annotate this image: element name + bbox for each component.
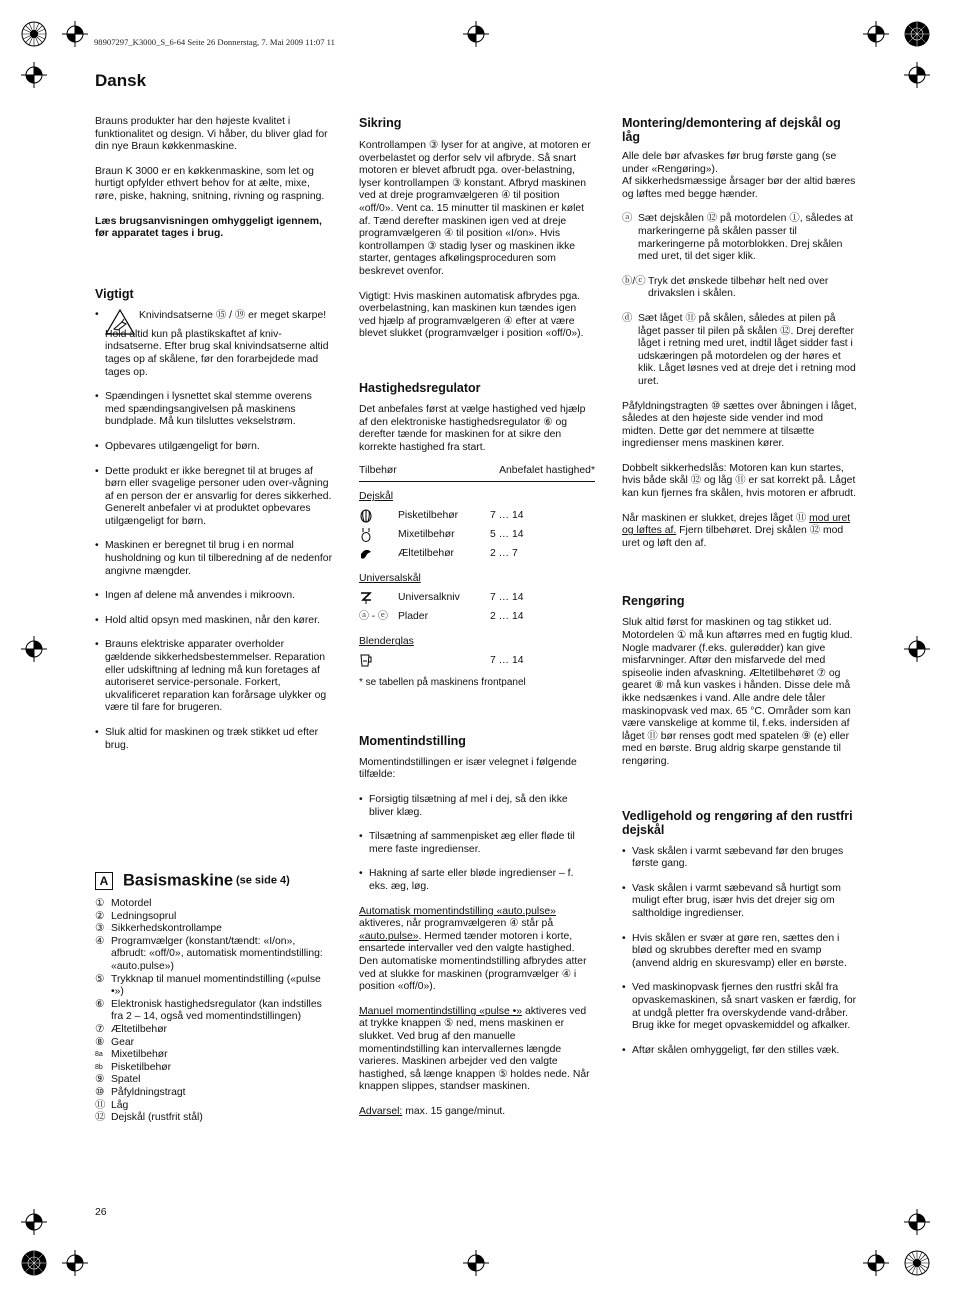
list-item: ⑨ Spatel bbox=[95, 1074, 141, 1086]
list-item: ⑪ Låg bbox=[95, 1099, 129, 1111]
basismaskine-section bbox=[95, 872, 333, 1125]
list-item: • Ingen af delene må anvendes i mikroovn. bbox=[95, 590, 333, 603]
list-item: ⑦ Æltetilbehør bbox=[95, 1023, 168, 1035]
discs-icon: ⓐ - ⓔ bbox=[359, 611, 388, 623]
crosshair-mark-top-middle bbox=[463, 21, 489, 47]
table-group-row bbox=[359, 570, 595, 589]
sikring-paragraph-2: Vigtigt: Hvis maskinen automatisk afbrydes pga. overbelastning, kan maskinen kun tændes igen ved hjælp af programvælgeren ④ efter at være blevet slukket (programvælger i position «off/0»). bbox=[359, 290, 584, 340]
list-item: • Tilsætning af sammenpisket æg eller fløde til mere faste ingredienser. bbox=[359, 831, 595, 856]
intro-paragraph-2: Braun K 3000 er en køkkenmaskine, som let og hurtigt opfylder ethvert behov for at ælte, mixe, røre, piske, hakning, snitning, rivning og raspning. bbox=[95, 165, 325, 202]
section-title-vigtigt: Vigtigt bbox=[95, 286, 134, 301]
print-header-info: 98907297_K3000_S_6-64 Seite 26 Donnerstag, 7. Mai 2009 11:07 11 bbox=[94, 37, 335, 47]
section-title-montering: Montering/demontering af dejskål og låg bbox=[622, 116, 841, 144]
warning-paragraph: Advarsel: max. 15 gange/minut. bbox=[359, 1105, 506, 1117]
crosshair-mark-left-middle bbox=[21, 636, 47, 662]
list-item: • Vask skålen i varmt sæbevand før den bruges første gang. bbox=[622, 846, 858, 871]
parts-list bbox=[95, 898, 333, 1125]
kneading-hook-icon bbox=[359, 545, 398, 564]
crosshair-mark-bottom-left bbox=[62, 1250, 88, 1276]
crosshair-mark-left-top bbox=[21, 62, 47, 88]
list-item: ④ Programvælger (konstant/tændt: «I/on», afbrudt: «off/0», automatisk momentindstilling: «auto.pulse») bbox=[95, 935, 323, 972]
column-middle bbox=[359, 116, 595, 1131]
basismaskine-title: Basismaskine bbox=[123, 871, 234, 890]
vedligehold-list bbox=[622, 846, 858, 1058]
list-item: • Hvis skålen er svær at gøre ren, sættes den i blød og skrubbes derefter med en svamp (anvend aldrig en skuresvamp) eller en børste. bbox=[622, 933, 858, 971]
step-b-c: ⓑ/ⓒ Tryk det ønskede tilbehør helt ned over drivakslen i skålen. bbox=[622, 275, 829, 300]
table-row: 7 … 14 bbox=[359, 652, 595, 671]
table-header-accessory: Tilbehør bbox=[359, 465, 397, 477]
list-item: • Spændingen i lysnettet skal stemme overens med spændingsangivelsen på maskinens bundplade. Må kun tilsluttes vekselstrøm. bbox=[95, 391, 333, 429]
list-item: ⑫ Dejskål (rustfrit stål) bbox=[95, 1112, 203, 1124]
table-row: Universalkniv 7 … 14 bbox=[359, 589, 595, 608]
registration-mark-bottom-left-outer bbox=[21, 1250, 47, 1276]
crosshair-mark-bottom-middle bbox=[463, 1250, 489, 1276]
section-title-vedligehold: Vedligehold og rengøring af den rustfri dejskål bbox=[622, 808, 853, 837]
speed-table bbox=[359, 462, 595, 671]
list-item: • Dette produkt er ikke beregnet til at bruges af børn eller svagelige personer uden over-vågning af en person der er ansvarlig for deres sikkerhed. Generelt anbefaler vi at produktet opbevares utilgængeligt for børn. bbox=[95, 466, 333, 529]
list-item: ⑤ Trykknap til manuel momentindstilling («pulse •») bbox=[95, 973, 321, 998]
crosshair-mark-top-left bbox=[62, 21, 88, 47]
table-row: Mixetilbehør 5 … 14 bbox=[359, 526, 595, 545]
blender-jug-icon bbox=[359, 652, 398, 671]
hastighed-paragraph: Det anbefales først at vælge hastighed ved hjælp af den elektroniske hastighedsregulator ⑥ og derefter tænde for maskinen for at sikre den korrekte hastighed fra start. bbox=[359, 403, 586, 453]
list-item: ③ Sikkerhedskontrollampe bbox=[95, 923, 222, 935]
table-row: Pisketilbehør 7 … 14 bbox=[359, 507, 595, 526]
registration-mark-bottom-right-outer bbox=[904, 1250, 930, 1276]
universal-knife-icon bbox=[359, 589, 398, 608]
manual-pulse-paragraph: Manuel momentindstilling «pulse •» aktiveres ved at trykke knappen ⑤ ned, mens maskinen er slukket. Ved brug af den manuelle momentindstilling kan intervallernes længde varieres. Maskinen arbejder ved den valgte hastighed, så længe knappen ⑤ holdes nede. Når knappen slippes, standser maskinen. bbox=[359, 1005, 590, 1093]
section-title-hastighedsregulator: Hastighedsregulator bbox=[359, 380, 481, 395]
basismaskine-page-ref: (se side 4) bbox=[235, 874, 290, 887]
list-item: ② Ledningsoprul bbox=[95, 910, 177, 922]
table-row: Æltetilbehør 2 … 7 bbox=[359, 545, 595, 564]
rengoring-paragraph: Sluk altid først for maskinen og tag stikket ud. Motordelen ① må kun aftørres med en fugtig klud. Nogle madvarer (f.eks. gulerødder) kan give misfarvninger. Aftør den misfarvede del med spiseolie inden afvaskning. Æltetilbehøret ⑦ og gearet ⑧ må kun vaskes i hånden. Disse dele må ikke nedsænkes i vand. Alle andre dele tåler maskinopvask ved max. 65 °C. Områder som kan være vanskelige at komme til, f.eks. indersiden af låget ⑪ bør renses godt med spatelen ⑨ (e) eller med en børste. Brug aldrig skarpe genstande til rengøring. bbox=[622, 617, 853, 767]
table-group-row bbox=[359, 488, 595, 507]
table-footnote: * se tabellen på maskinens frontpanel bbox=[359, 677, 526, 689]
mixer-icon bbox=[359, 526, 398, 545]
basismaskine-heading bbox=[95, 872, 333, 890]
figure-label-box: A bbox=[95, 872, 113, 890]
section-title-momentindstilling: Momentindstilling bbox=[359, 733, 466, 748]
whisk-icon bbox=[359, 507, 398, 526]
column-right bbox=[622, 116, 858, 1069]
list-item: ⑥ Elektronisk hastighedsregulator (kan indstilles fra 2 – 14, også ved momentindstillingen) bbox=[95, 998, 322, 1023]
list-item: • Vask skålen i varmt sæbevand så hurtigt som muligt efter brug, især hvis det drejer sig om saltholdige ingredienser. bbox=[622, 883, 858, 921]
crosshair-mark-top-right bbox=[863, 21, 889, 47]
list-item: • Ved maskinopvask fjernes den rustfri skål fra opvaskemaskinen, så snart vasken er færdig, for at undgå pletter fra overskydende vand-dråber. Brug ikke for meget opvaskemiddel og afkalker. bbox=[622, 982, 858, 1032]
table-group-row bbox=[359, 633, 595, 652]
auto-pulse-paragraph: Automatisk momentindstilling «auto.pulse» aktiveres, når programvælgeren ④ står på «auto.pulse». Hermed tænder motoren i korte, ensartede intervaller ved den valgte hastighed. Den automatiske momentindstilling afbrydes atter ved at slukke for maskinen (programvælger ④ i position «off/0»). bbox=[359, 905, 587, 993]
table-row: ⓐ - ⓔ Plader 2 … 14 bbox=[359, 608, 595, 627]
moment-paragraph: Momentindstillingen er især velegnet i følgende tilfælde: bbox=[359, 756, 577, 781]
moment-list bbox=[359, 794, 595, 894]
step-a: ⓐ Sæt dejskålen ⑫ på motordelen ①, således at markeringerne på skålen passer til markeringerne på motorblokken. Drej skålen med uret, til det siger klik. bbox=[622, 213, 853, 263]
column-left bbox=[95, 116, 333, 764]
list-item: • Maskinen er beregnet til brug i en normal husholdning og kun til tilberedning af de nedenfor angivne mængder. bbox=[95, 540, 333, 578]
registration-mark-top-left-outer bbox=[21, 21, 47, 47]
list-item: ⑧ Gear bbox=[95, 1036, 135, 1048]
knife-warning-text: • Knivindsatserne ⑮ / ⑲ er meget skarpe! bbox=[139, 309, 327, 321]
list-item: 8b Pisketilbehør bbox=[95, 1061, 172, 1073]
intro-paragraph-1: Brauns produkter har den højeste kvalitet i funktionalitet og design. Vi håber, du bliver glad for din nye Braun køkkenmaskine. bbox=[95, 116, 328, 153]
group-blenderglas: Blenderglas bbox=[359, 636, 414, 648]
list-item: • Hold altid opsyn med maskinen, når den kører. bbox=[95, 615, 333, 628]
registration-mark-top-right-outer bbox=[904, 21, 930, 47]
crosshair-mark-right-top bbox=[904, 62, 930, 88]
list-item: • Sluk altid for maskinen og træk stikket ud efter brug. bbox=[95, 727, 333, 752]
list-item: 8a Mixetilbehør bbox=[95, 1049, 168, 1061]
section-title-rengoring: Rengøring bbox=[622, 594, 685, 609]
group-dejskal: Dejskål bbox=[359, 491, 394, 503]
list-item: ⑩ Påfyldningstragt bbox=[95, 1086, 186, 1098]
list-item: • Opbevares utilgængeligt for børn. bbox=[95, 441, 333, 454]
list-item: • Brauns elektriske apparater overholder gældende sikkerhedsbestemmelser. Reparation eller udskiftning af ledning må kun foretages af autoriseret service-personale. Forkert, ukvalificeret reparation kan forårsage ulykker og være til fare for brugeren. bbox=[95, 639, 333, 715]
montering-paragraph-1: Alle dele bør afvaskes før brug første gang (se under «Rengøring»). Af sikkerhedsmæssige årsager bør der altid bæres og løftes med begge hænder. bbox=[622, 151, 856, 200]
list-item: • Hakning af sarte eller bløde ingredienser – f. eks. æg, løg. bbox=[359, 868, 595, 893]
montering-paragraph-4: Når maskinen er slukket, drejes låget ⑪ mod uret og løftes af. Fjern tilbehøret. Drej skålen ⑫ mod uret og løft den af. bbox=[622, 512, 851, 549]
page-title: Dansk bbox=[95, 71, 147, 90]
group-universalskal: Universalskål bbox=[359, 573, 421, 585]
list-item: ① Motordel bbox=[95, 898, 152, 909]
table-header-speed: Anbefalet hastighed* bbox=[499, 465, 595, 477]
step-d: ⓓ Sæt låget ⑪ på skålen, således at pilen på låget passer til pilen på skålen ⑫. Drej derefter låget i retning med uret, indtil låget sidder fast i udskæringen på motordelen og der høres et klik. Låget løsnes ved at dreje det i retning mod uret. bbox=[622, 312, 856, 387]
crosshair-mark-right-bottom bbox=[904, 1209, 930, 1235]
crosshair-mark-right-middle bbox=[904, 636, 930, 662]
sikring-paragraph-1: Kontrollampen ③ lyser for at angive, at motoren er overbelastet og derfor selv vil afbryde. Så snart motoren er blevet afbrudt pga. over-belastning, lyser kontrollampen ③ konstant. Afbryd maskinen ved at dreje programvælgeren ④ til position «off/0». Vent ca. 15 minutter til maskinen er kølet af. Tænd derefter maskinen igen ved at dreje programvælgeren ④ til position «I/on». Hvis kontrollampen ③ stadig lyser og maskinen ikke starter, gentages afkølingsproceduren som beskrevet ovenfor. bbox=[359, 140, 591, 277]
vigtigt-list bbox=[95, 309, 333, 752]
crosshair-mark-left-bottom bbox=[21, 1209, 47, 1235]
section-title-sikring: Sikring bbox=[359, 116, 402, 130]
intro-paragraph-3: Læs brugsanvisningen omhyggeligt igennem, før apparatet tages i brug. bbox=[95, 215, 322, 240]
list-item: • Forsigtig tilsætning af mel i dej, så den ikke bliver klæg. bbox=[359, 794, 595, 819]
crosshair-mark-bottom-right bbox=[863, 1250, 889, 1276]
page-number: 26 bbox=[95, 1207, 107, 1218]
list-item bbox=[95, 309, 333, 379]
montering-paragraph-2: Påfyldningstragten ⑩ sættes over åbningen i låget, således at den højeste side vender ind mod midten. Dette gør det nemmere at tilsætte ingredienser mens maskinen kører. bbox=[622, 400, 857, 450]
list-item: • Aftør skålen omhyggeligt, før den stilles væk. bbox=[622, 1045, 858, 1058]
montering-paragraph-3: Dobbelt sikkerhedslås: Motoren kan kun startes, hvis både skål ⑫ og låg ⑪ er sat korrekt på. Låget kan kun fjernes fra skålen, hvis motoren er afbrudt. bbox=[622, 462, 856, 500]
table-header-row bbox=[359, 462, 595, 481]
knife-warning-detail: Hold altid kun på plastikskaftet af kniv-indsatserne. Efter brug skal knivindsatserne altid tages op af skålene, før den forarbejdede mad tages op. bbox=[105, 328, 329, 378]
